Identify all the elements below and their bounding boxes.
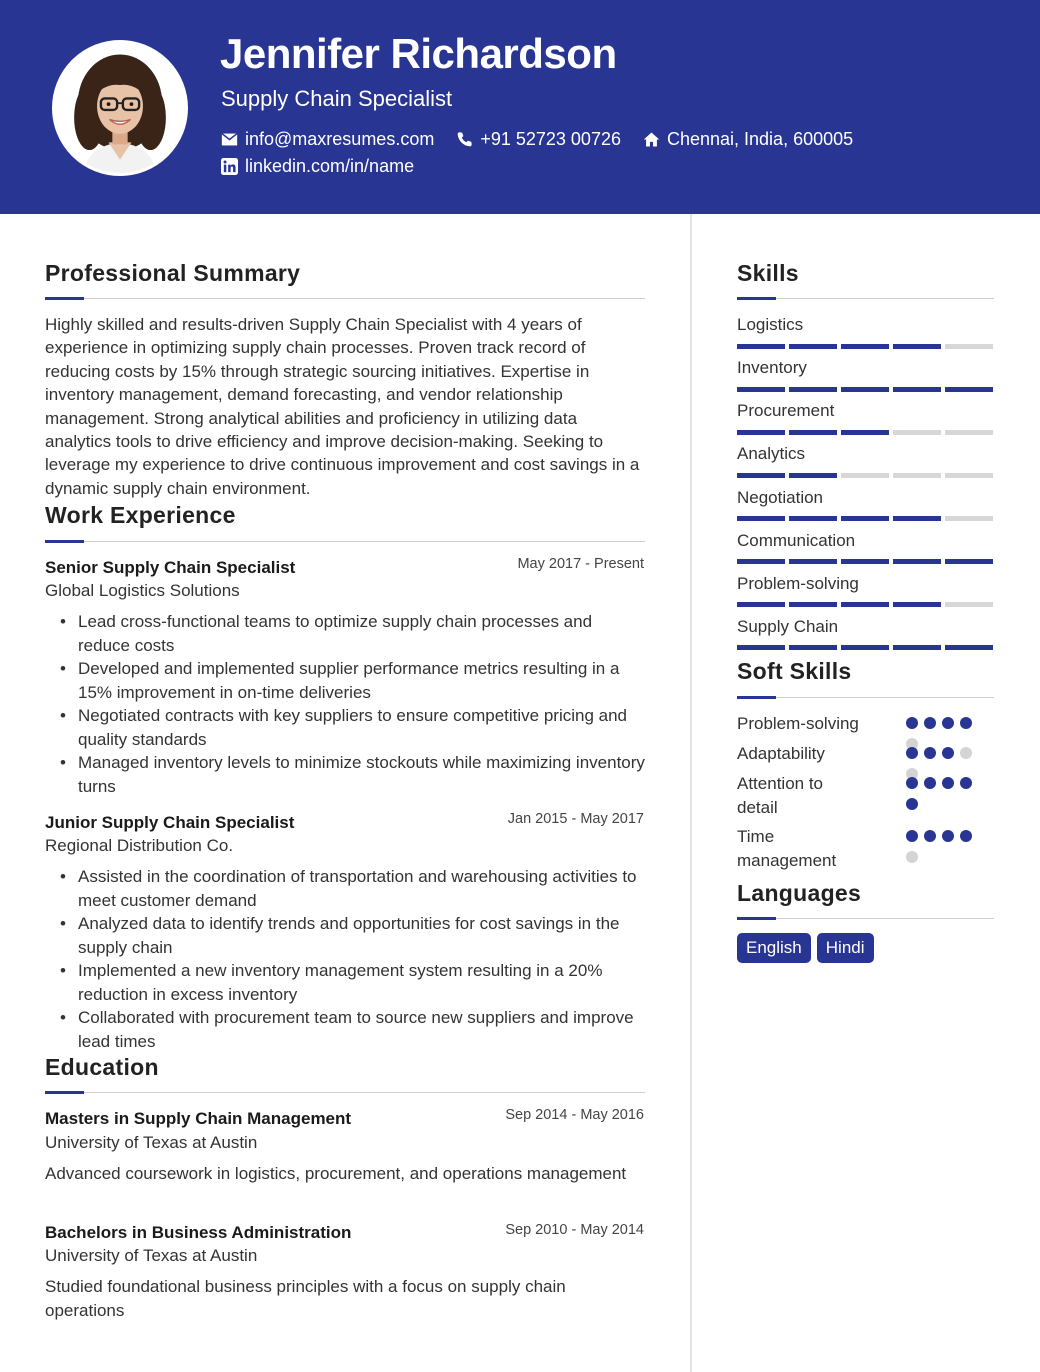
rating-dot xyxy=(942,830,954,842)
summary-text: Highly skilled and results-driven Supply Chain Specialist with 4 years of experience in optimizing supply chain processes. Proven track record of reducing costs by 15% through strategic sourcing initiatives. Expertise in inventory management, demand forecasting, and vendor relationship management. Strong analytical abilities and proficiency in utilizing data analytics tools to drive efficiency and improve decision-making. Seeking to leverage my experience to drive continuous improvement and cost savings in a dynamic supply chain environment. xyxy=(45,315,640,498)
list-item: • Managed inventory levels to minimize stockouts while maximizing inventory turns xyxy=(60,751,645,798)
rating-dot xyxy=(924,830,936,842)
skill-level-segment xyxy=(841,387,889,392)
school-name: University of Texas at Austin xyxy=(45,1133,258,1152)
rating-dot xyxy=(960,747,972,759)
rating-dot xyxy=(960,830,972,842)
job-dates: Jan 2015 - May 2017 xyxy=(507,811,644,827)
profile-photo-illustration xyxy=(55,43,185,173)
skill-level-bar xyxy=(737,516,993,521)
education-rule xyxy=(45,1092,645,1093)
resume-header xyxy=(0,0,1040,214)
skill-level-segment xyxy=(789,559,837,564)
skill-name: Communication xyxy=(737,531,856,550)
soft-skill-rating xyxy=(906,777,982,810)
skill-level-segment xyxy=(945,602,993,607)
skill-level-segment xyxy=(737,430,785,435)
summary-heading: Professional Summary xyxy=(45,260,301,286)
skill-name: Procurement xyxy=(737,401,835,420)
rating-dot xyxy=(906,851,918,863)
rating-dot xyxy=(924,777,936,789)
skill-level-segment xyxy=(841,602,889,607)
skill-level-bar xyxy=(737,344,993,349)
skill-level-bar xyxy=(737,473,993,478)
skill-level-segment xyxy=(893,602,941,607)
skill-level-segment xyxy=(841,645,889,650)
experience-heading: Work Experience xyxy=(45,502,236,528)
language-badge: English xyxy=(737,933,811,963)
skill-level-segment xyxy=(893,645,941,650)
skill-level-segment xyxy=(789,645,837,650)
contact-email[interactable] xyxy=(221,129,434,150)
home-icon xyxy=(643,131,660,148)
soft-skills-rule xyxy=(737,697,994,698)
degree-dates: Sep 2010 - May 2014 xyxy=(505,1222,644,1238)
soft-skill-name: Attention to detail xyxy=(737,774,824,817)
rating-dot xyxy=(906,717,918,729)
skills-rule xyxy=(737,298,994,299)
skill-level-segment xyxy=(789,602,837,607)
skill-level-bar xyxy=(737,559,993,564)
skills-heading: Skills xyxy=(737,260,799,286)
school-name: University of Texas at Austin xyxy=(45,1246,258,1265)
skill-level-segment xyxy=(737,602,785,607)
rating-dot xyxy=(942,747,954,759)
skill-level-segment xyxy=(945,344,993,349)
experience-rule xyxy=(45,541,645,542)
contact-row-secondary xyxy=(221,156,436,177)
job-company: Global Logistics Solutions xyxy=(45,581,240,600)
list-item: • Developed and implemented supplier performance metrics resulting in a 15% improvement in on-time deliveries xyxy=(60,657,645,704)
rating-dot xyxy=(906,747,918,759)
soft-skill-rating xyxy=(906,747,982,780)
candidate-title: Supply Chain Specialist xyxy=(221,86,453,111)
skill-level-segment xyxy=(893,430,941,435)
list-item: • Negotiated contracts with key suppliers to ensure competitive pricing and quality standards xyxy=(60,704,645,751)
skill-level-segment xyxy=(945,645,993,650)
skill-level-segment xyxy=(841,473,889,478)
phone-text: +91 52723 00726 xyxy=(480,129,621,149)
skill-name: Problem-solving xyxy=(737,574,859,593)
skill-name: Analytics xyxy=(737,444,806,463)
skill-level-segment xyxy=(945,430,993,435)
education-heading: Education xyxy=(45,1054,159,1080)
skill-level-segment xyxy=(841,516,889,521)
skill-name: Inventory xyxy=(737,358,807,377)
skill-level-segment xyxy=(945,516,993,521)
list-item: • Implemented a new inventory management system resulting in a 20% reduction in excess inventory xyxy=(60,959,645,1006)
skill-level-segment xyxy=(789,473,837,478)
degree-description: Advanced coursework in logistics, procurement, and operations management xyxy=(45,1164,627,1183)
job-company: Regional Distribution Co. xyxy=(45,836,234,855)
column-divider xyxy=(690,214,692,1372)
list-item: • Analyzed data to identify trends and opportunities for cost savings in the supply chain xyxy=(60,912,645,959)
envelope-icon xyxy=(221,131,238,148)
rating-dot xyxy=(906,798,918,810)
skill-level-segment xyxy=(737,473,785,478)
skill-level-segment xyxy=(893,387,941,392)
rating-dot xyxy=(906,830,918,842)
skill-level-segment xyxy=(789,387,837,392)
contact-location xyxy=(643,129,853,150)
job-title: Junior Supply Chain Specialist xyxy=(45,813,295,832)
phone-icon xyxy=(456,131,473,148)
skill-level-segment xyxy=(789,344,837,349)
skill-level-segment xyxy=(945,387,993,392)
linkedin-text: linkedin.com/in/name xyxy=(245,156,415,176)
soft-skill-rating xyxy=(906,830,982,863)
job-bullets xyxy=(60,865,645,1053)
skill-level-segment xyxy=(737,344,785,349)
degree-title: Masters in Supply Chain Management xyxy=(45,1109,352,1128)
rating-dot xyxy=(924,717,936,729)
contact-phone[interactable] xyxy=(456,129,621,150)
language-list xyxy=(737,933,874,963)
skill-level-segment xyxy=(841,430,889,435)
skill-level-segment xyxy=(893,473,941,478)
language-badge: Hindi xyxy=(817,933,874,963)
rating-dot xyxy=(942,777,954,789)
rating-dot xyxy=(924,747,936,759)
soft-skill-name: Problem-solving xyxy=(737,714,859,733)
skill-name: Negotiation xyxy=(737,488,824,507)
job-bullets xyxy=(60,610,645,798)
profile-photo xyxy=(52,40,188,176)
rating-dot xyxy=(960,717,972,729)
rating-dot xyxy=(906,777,918,789)
degree-dates: Sep 2014 - May 2016 xyxy=(505,1107,644,1123)
degree-title: Bachelors in Business Administration xyxy=(45,1223,352,1242)
rating-dot xyxy=(960,777,972,789)
skill-level-bar xyxy=(737,387,993,392)
list-item: • Assisted in the coordination of transportation and warehousing activities to meet customer demand xyxy=(60,865,645,912)
languages-rule xyxy=(737,918,994,919)
skill-level-bar xyxy=(737,645,993,650)
skill-level-segment xyxy=(737,559,785,564)
job-title: Senior Supply Chain Specialist xyxy=(45,558,296,577)
email-text: info@maxresumes.com xyxy=(245,129,435,149)
skill-level-segment xyxy=(841,559,889,564)
skill-level-segment xyxy=(893,516,941,521)
skill-name: Supply Chain xyxy=(737,617,839,636)
skill-level-segment xyxy=(893,559,941,564)
degree-description: Studied foundational business principles with a focus on supply chain operations xyxy=(45,1277,566,1320)
soft-skill-name: Time management xyxy=(737,827,837,870)
skill-level-bar xyxy=(737,602,993,607)
skill-level-segment xyxy=(893,344,941,349)
soft-skill-name: Adaptability xyxy=(737,744,825,763)
skill-level-segment xyxy=(737,645,785,650)
list-item: • Collaborated with procurement team to source new suppliers and improve lead times xyxy=(60,1006,645,1053)
candidate-name: Jennifer Richardson xyxy=(220,30,617,77)
summary-rule xyxy=(45,298,645,299)
skill-level-segment xyxy=(789,516,837,521)
rating-dot xyxy=(942,717,954,729)
contact-linkedin[interactable] xyxy=(221,156,414,177)
skill-level-segment xyxy=(841,344,889,349)
location-text: Chennai, India, 600005 xyxy=(666,129,854,149)
soft-skills-heading: Soft Skills xyxy=(737,658,852,684)
languages-heading: Languages xyxy=(737,880,862,906)
skill-level-segment xyxy=(945,473,993,478)
skill-level-segment xyxy=(789,430,837,435)
contact-row xyxy=(221,129,875,150)
soft-skill-rating xyxy=(906,717,982,750)
skill-level-segment xyxy=(737,516,785,521)
skill-name: Logistics xyxy=(737,315,804,334)
skill-level-bar xyxy=(737,430,993,435)
job-dates: May 2017 - Present xyxy=(517,556,644,572)
list-item: • Lead cross-functional teams to optimize supply chain processes and reduce costs xyxy=(60,610,645,657)
skill-level-segment xyxy=(737,387,785,392)
skill-level-segment xyxy=(945,559,993,564)
linkedin-icon xyxy=(221,158,238,175)
